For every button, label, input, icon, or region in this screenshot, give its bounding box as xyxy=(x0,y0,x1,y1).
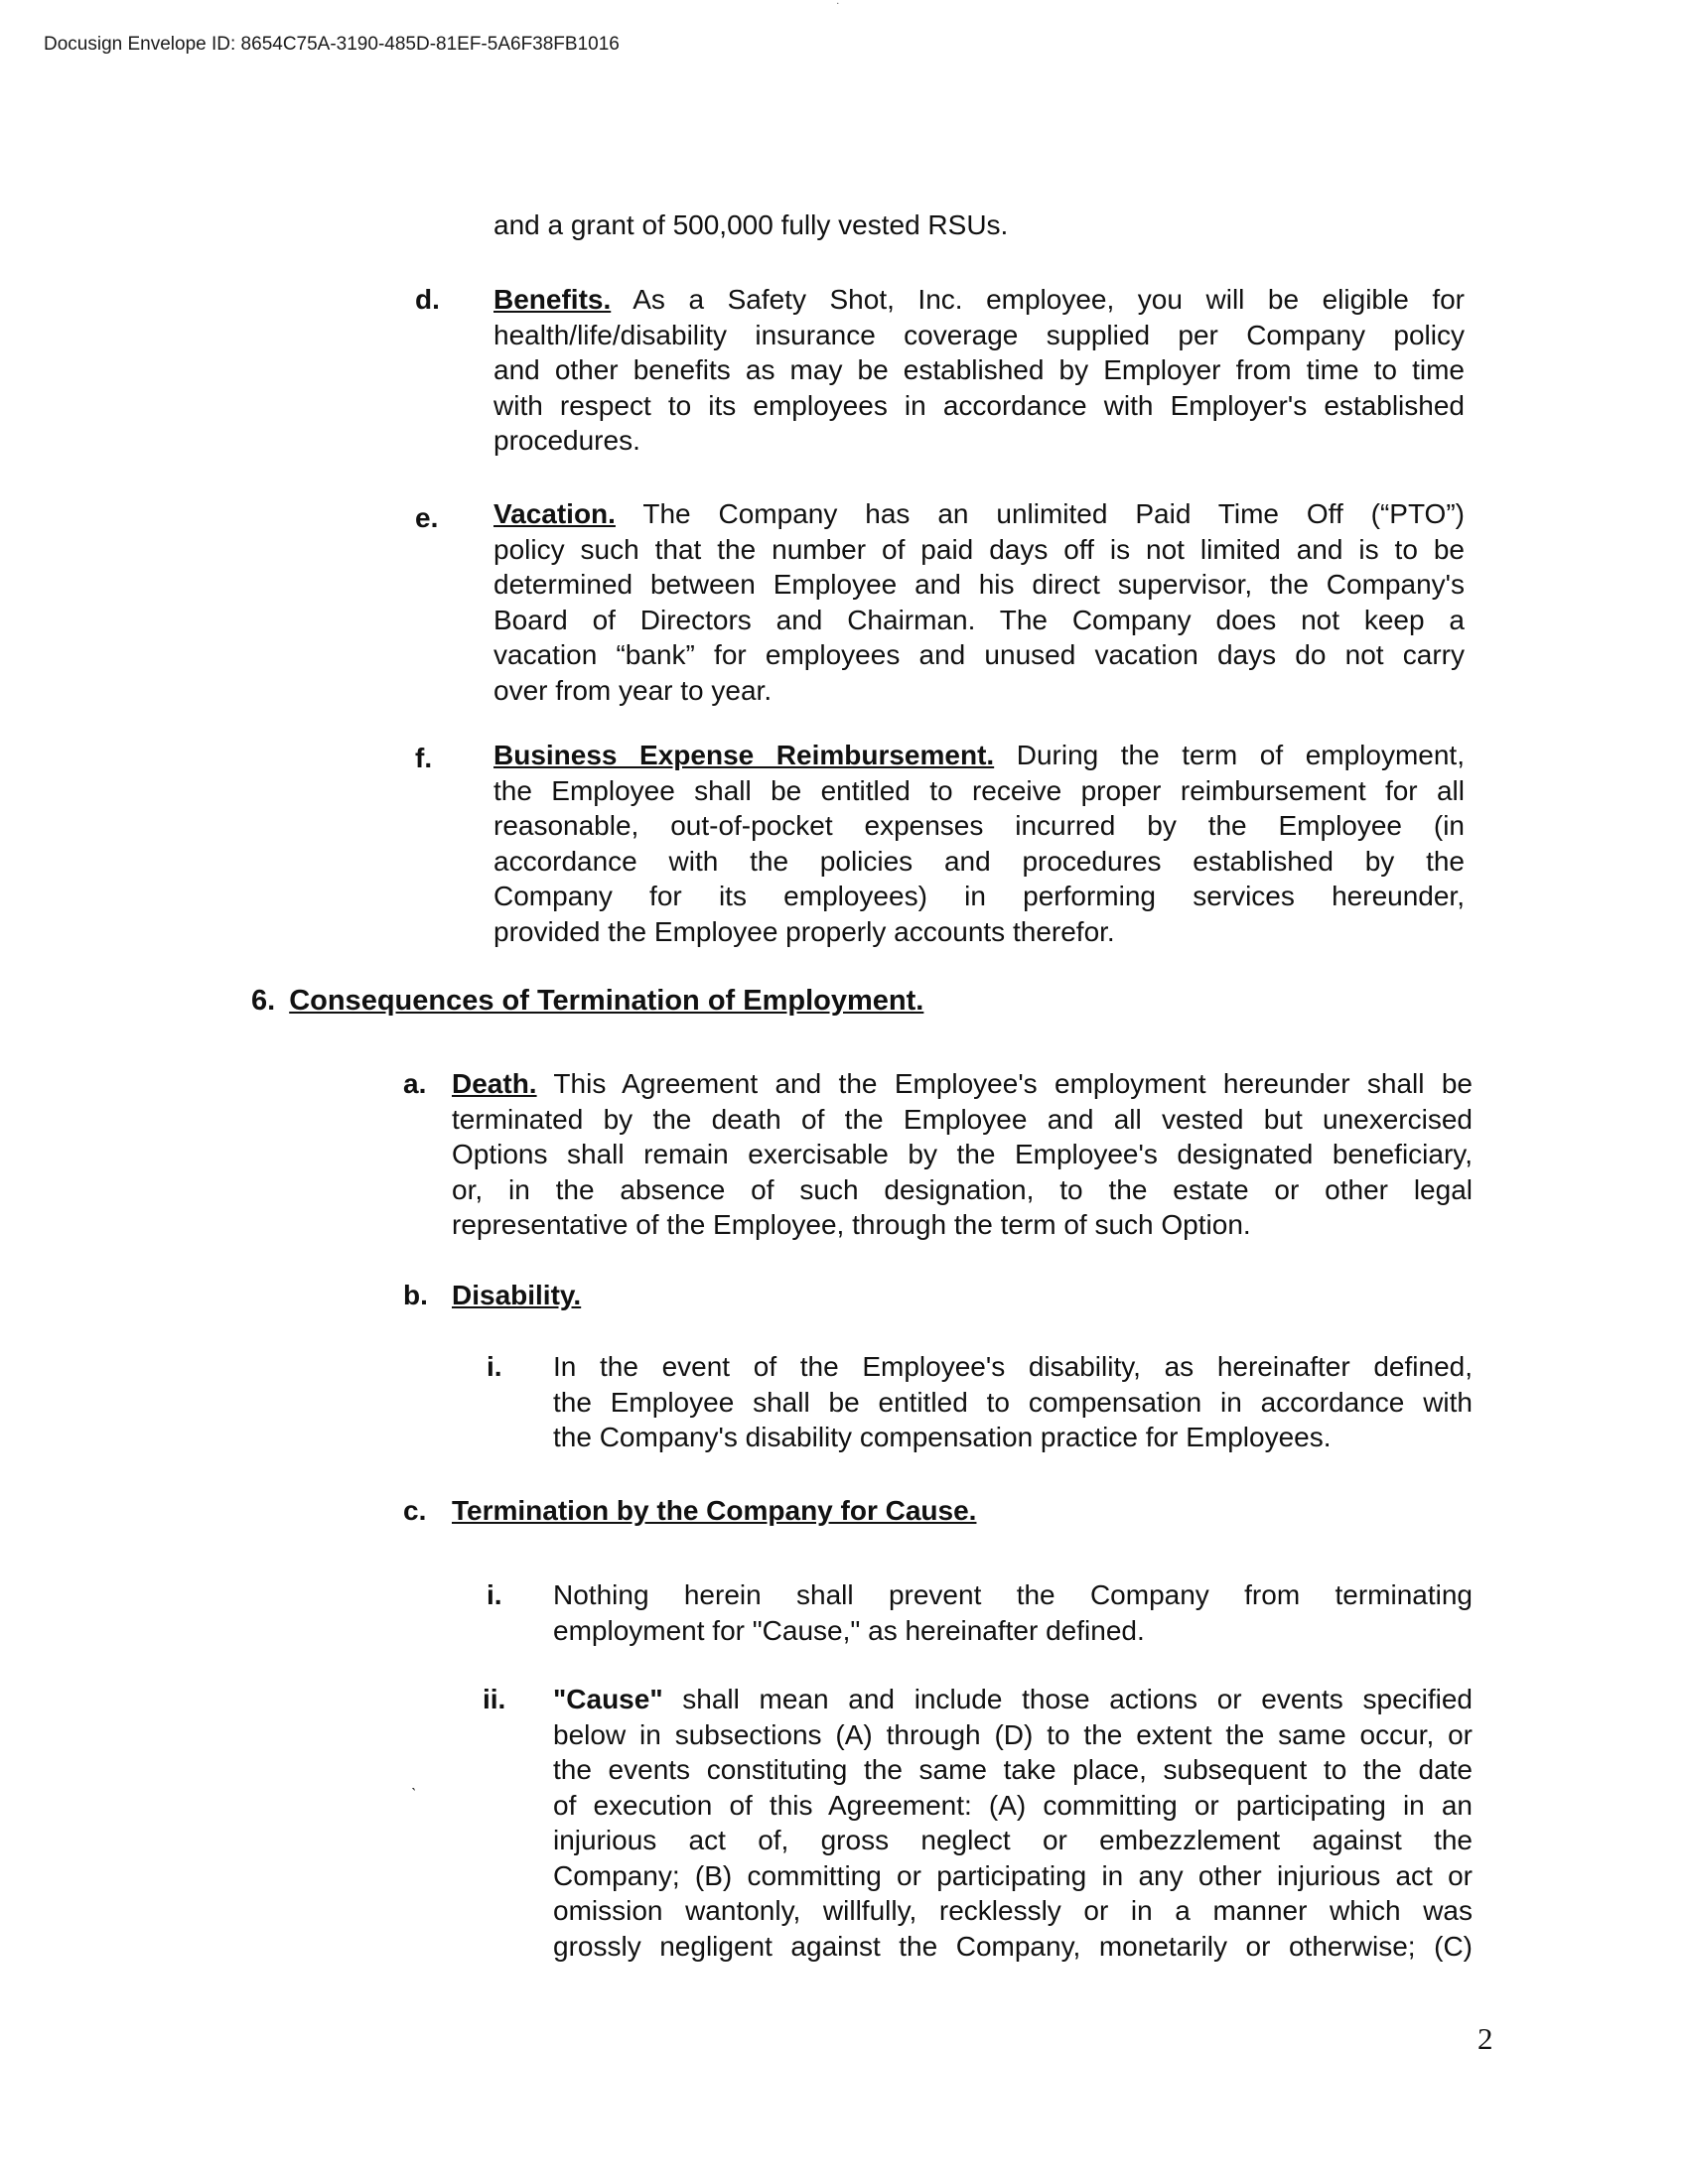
expense-line-4: accordance with the policies and procedures established by the xyxy=(493,845,1465,877)
cause-ii-line-1: "Cause" shall mean and include those actions or events specified xyxy=(553,1684,1473,1714)
death-line-2: terminated by the death of the Employee and all vested but unexercised xyxy=(452,1103,1473,1135)
cause-ii-line-7: omission wantonly, willfully, recklessly or in a manner which was xyxy=(553,1895,1473,1926)
death-line-3: Options shall remain exercisable by the Employee's designated beneficiary, xyxy=(452,1139,1473,1169)
expense-line-2: the Employee shall be entitled to receive proper reimbursement for all xyxy=(493,774,1465,806)
vacation-line-5: vacation “bank” for employees and unused vacation days do not carry xyxy=(493,639,1465,670)
benefits-line-4: with respect to its employees in accordance with Employer's established xyxy=(493,389,1465,421)
cause-i-line-1: Nothing herein shall prevent the Company from terminating xyxy=(553,1579,1473,1610)
section-6-heading xyxy=(251,983,923,1019)
benefits-line-3: and other benefits as may be established by Employer from time to time xyxy=(493,354,1465,385)
vacation-line-2: policy such that the number of paid days off is not limited and is to be xyxy=(493,533,1465,565)
disability-heading-line xyxy=(452,1278,581,1313)
benefits-heading: Benefits. xyxy=(493,284,612,315)
cause-i-paragraph xyxy=(553,1577,1473,1648)
cause-heading-line xyxy=(452,1493,976,1529)
item-label-6b: b. xyxy=(403,1280,428,1310)
item-label-f: f. xyxy=(415,743,433,773)
cause-ii-line-6: Company; (B) committing or participating in any other injurious act or xyxy=(553,1859,1473,1891)
continuation-text: and a grant of 500,000 fully vested RSUs. xyxy=(493,209,1009,240)
death-line-5: representative of the Employee, through the term of such Option. xyxy=(452,1209,1251,1240)
expense-line-6: provided the Employee properly accounts therefor. xyxy=(493,915,1115,947)
disability-i-line-2: the Employee shall be entitled to compensation in accordance with xyxy=(553,1386,1473,1418)
vacation-line-3: determined between Employee and his direct supervisor, the Company's xyxy=(493,569,1465,600)
expense-line-5: Company for its employees) in performing services hereunder, xyxy=(493,881,1465,911)
item-label-d: d. xyxy=(415,284,440,315)
death-line-1: Death. This Agreement and the Employee's employment hereunder shall be xyxy=(452,1068,1473,1099)
page-number: 2 xyxy=(1477,2021,1493,2056)
benefits-line-1: Benefits. As a Safety Shot, Inc. employee, you will be eligible for xyxy=(493,284,1465,315)
vacation-paragraph xyxy=(493,496,1465,708)
cause-i-line-2: employment for "Cause," as hereinafter defined. xyxy=(553,1614,1145,1646)
item-label-6b-i: i. xyxy=(487,1351,502,1382)
item-label-6c-ii: ii. xyxy=(483,1684,506,1714)
death-paragraph xyxy=(452,1066,1473,1243)
vacation-line-4: Board of Directors and Chairman. The Company does not keep a xyxy=(493,604,1465,635)
termination-cause-heading: Termination by the Company for Cause. xyxy=(452,1495,977,1526)
section-6-title: Consequences of Termination of Employment. xyxy=(289,985,924,1017)
disability-i-line-3: the Company's disability compensation practice for Employees. xyxy=(553,1422,1332,1452)
scan-speck: ˙ xyxy=(836,0,841,16)
vacation-line-1: Vacation. The Company has an unlimited Paid Time Off (“PTO”) xyxy=(493,498,1465,529)
vacation-line-6: over from year to year. xyxy=(493,674,773,706)
cause-ii-line-8: grossly negligent against the Company, monetarily or otherwise; (C) xyxy=(553,1930,1473,1962)
section-6-number: 6. xyxy=(251,985,276,1017)
expense-heading: Business Expense Reimbursement. xyxy=(493,740,995,770)
item-label-6c: c. xyxy=(403,1495,427,1526)
docusign-envelope-id: Docusign Envelope ID: 8654C75A-3190-485D-81EF-5A6F38FB1016 xyxy=(44,34,620,55)
expense-paragraph xyxy=(493,738,1465,949)
benefits-line-2: health/life/disability insurance coverage supplied per Company policy xyxy=(493,319,1465,350)
cause-ii-line-4: of execution of this Agreement: (A) committing or participating in an xyxy=(553,1789,1473,1821)
item-label-e: e. xyxy=(415,502,439,533)
item-label-6a: a. xyxy=(403,1068,427,1099)
disability-heading: Disability. xyxy=(452,1280,582,1310)
cause-ii-line-5: injurious act of, gross neglect or embezzlement against the xyxy=(553,1825,1473,1855)
death-heading: Death. xyxy=(452,1068,537,1099)
benefits-paragraph xyxy=(493,282,1465,459)
cause-ii-line-2: below in subsections (A) through (D) to the extent the same occur, or xyxy=(553,1718,1473,1750)
benefits-line-5: procedures. xyxy=(493,425,640,456)
cause-bold-term: "Cause" xyxy=(553,1684,663,1714)
death-line-4: or, in the absence of such designation, to the estate or other legal xyxy=(452,1173,1473,1205)
expense-line-3: reasonable, out-of-pocket expenses incurred by the Employee (in xyxy=(493,810,1465,841)
cause-ii-paragraph xyxy=(553,1682,1473,1964)
expense-line-1: Business Expense Reimbursement. During the term of employment, xyxy=(493,740,1465,770)
scan-mark: ˎ xyxy=(411,1771,417,1791)
vacation-heading: Vacation. xyxy=(493,498,616,529)
cause-ii-line-3: the events constituting the same take place, subsequent to the date xyxy=(553,1754,1473,1785)
disability-i-line-1: In the event of the Employee's disability, as hereinafter defined, xyxy=(553,1351,1473,1382)
disability-i-paragraph xyxy=(553,1349,1473,1455)
item-label-6c-i: i. xyxy=(487,1579,502,1610)
